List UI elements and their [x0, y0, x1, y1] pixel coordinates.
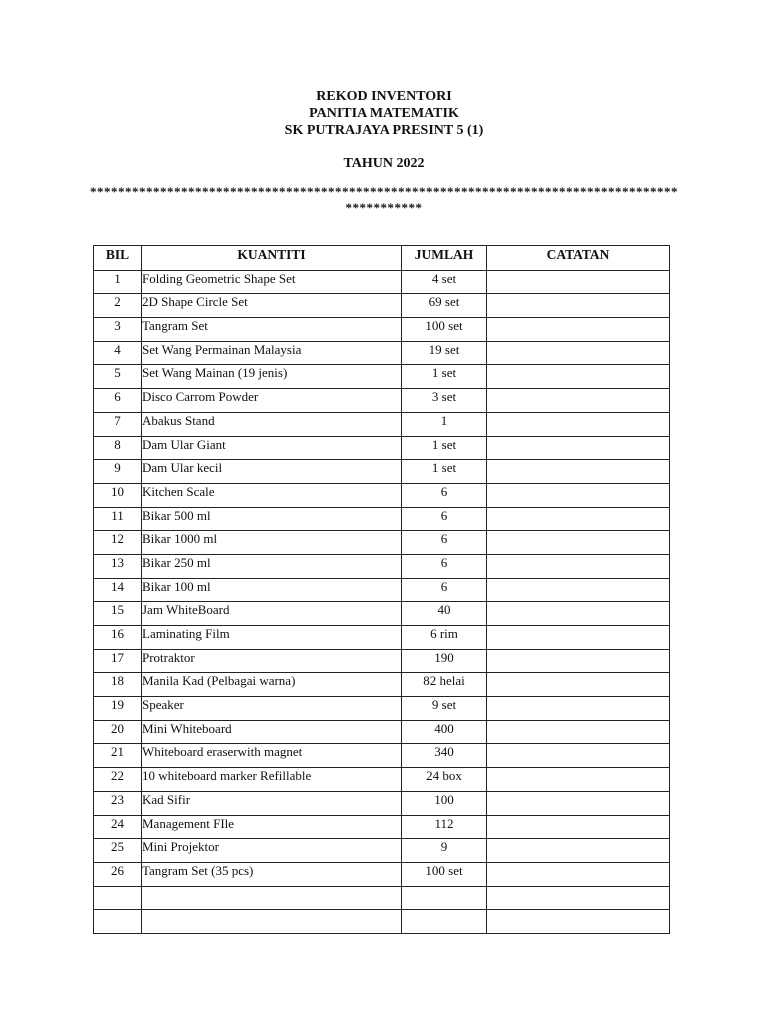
table-row: [94, 815, 670, 839]
cell-item-name: Speaker: [142, 697, 402, 721]
cell-item-name: Dam Ular kecil: [142, 460, 402, 484]
cell-item-name: Manila Kad (Pelbagai warna): [142, 673, 402, 697]
cell-item-name: Set Wang Permainan Malaysia: [142, 341, 402, 365]
table-body: [94, 270, 670, 933]
cell-quantity: 1 set: [402, 365, 487, 389]
cell-note: [487, 436, 670, 460]
column-header-bil: BIL: [94, 246, 142, 271]
cell-bil: 10: [94, 483, 142, 507]
cell-quantity: 6: [402, 531, 487, 555]
cell-note: [487, 554, 670, 578]
cell-note: [487, 507, 670, 531]
cell-quantity: 100: [402, 791, 487, 815]
cell-bil: 8: [94, 436, 142, 460]
cell-quantity: 6: [402, 483, 487, 507]
cell-quantity: 6: [402, 507, 487, 531]
cell-note: [487, 649, 670, 673]
cell-note: [487, 768, 670, 792]
table-row: [94, 436, 670, 460]
column-header-kuantiti: KUANTITI: [142, 246, 402, 271]
table-row: [94, 886, 670, 910]
cell-bil: 17: [94, 649, 142, 673]
cell-note: [487, 815, 670, 839]
table-row: [94, 389, 670, 413]
table-row: [94, 554, 670, 578]
cell-bil: 5: [94, 365, 142, 389]
cell-bil: 25: [94, 839, 142, 863]
cell-quantity: 9: [402, 839, 487, 863]
table-row: [94, 412, 670, 436]
cell-item-name: 2D Shape Circle Set: [142, 294, 402, 318]
cell-note: [487, 483, 670, 507]
cell-item-name: 10 whiteboard marker Refillable: [142, 768, 402, 792]
column-header-jumlah: JUMLAH: [402, 246, 487, 271]
cell-bil: 26: [94, 862, 142, 886]
document-title-block: [0, 88, 768, 139]
cell-item-name: Kad Sifir: [142, 791, 402, 815]
cell-bil: 14: [94, 578, 142, 602]
cell-bil: 24: [94, 815, 142, 839]
cell-note: [487, 626, 670, 650]
table-row: [94, 270, 670, 294]
cell-note: [487, 412, 670, 436]
cell-item-name: Laminating Film: [142, 626, 402, 650]
table-row: [94, 697, 670, 721]
cell-quantity: 69 set: [402, 294, 487, 318]
cell-item-name: Dam Ular Giant: [142, 436, 402, 460]
cell-bil: 22: [94, 768, 142, 792]
cell-item-name: Disco Carrom Powder: [142, 389, 402, 413]
table-row: [94, 341, 670, 365]
cell-item-name: Abakus Stand: [142, 412, 402, 436]
title-line-3: SK PUTRAJAYA PRESINT 5 (1): [284, 123, 484, 138]
cell-bil: 2: [94, 294, 142, 318]
cell-item-name: Tangram Set (35 pcs): [142, 862, 402, 886]
cell-bil: 23: [94, 791, 142, 815]
cell-quantity: 40: [402, 602, 487, 626]
year-heading: TAHUN 2022: [343, 156, 425, 171]
cell-bil: [94, 910, 142, 934]
table-row: [94, 531, 670, 555]
table-row: [94, 839, 670, 863]
cell-item-name: Bikar 1000 ml: [142, 531, 402, 555]
cell-note: [487, 886, 670, 910]
cell-note: [487, 389, 670, 413]
table-row: [94, 768, 670, 792]
cell-note: [487, 744, 670, 768]
cell-bil: [94, 886, 142, 910]
cell-quantity: 100 set: [402, 862, 487, 886]
cell-item-name: Mini Whiteboard: [142, 720, 402, 744]
cell-bil: 13: [94, 554, 142, 578]
cell-bil: 3: [94, 318, 142, 342]
cell-item-name: Protraktor: [142, 649, 402, 673]
cell-bil: 11: [94, 507, 142, 531]
cell-quantity: 1 set: [402, 460, 487, 484]
cell-note: [487, 578, 670, 602]
cell-note: [487, 531, 670, 555]
table-row: [94, 910, 670, 934]
cell-bil: 7: [94, 412, 142, 436]
cell-quantity: 82 helai: [402, 673, 487, 697]
cell-item-name: Bikar 250 ml: [142, 554, 402, 578]
cell-bil: 15: [94, 602, 142, 626]
cell-bil: 19: [94, 697, 142, 721]
cell-item-name: Bikar 500 ml: [142, 507, 402, 531]
cell-item-name: Set Wang Mainan (19 jenis): [142, 365, 402, 389]
cell-bil: 9: [94, 460, 142, 484]
divider-stars-line-1: ************************************************************************************: [90, 184, 678, 199]
cell-quantity: 340: [402, 744, 487, 768]
cell-bil: 18: [94, 673, 142, 697]
cell-note: [487, 270, 670, 294]
cell-quantity: 6 rim: [402, 626, 487, 650]
cell-item-name: Folding Geometric Shape Set: [142, 270, 402, 294]
cell-quantity: 112: [402, 815, 487, 839]
cell-item-name: [142, 886, 402, 910]
table-row: [94, 744, 670, 768]
table-row: [94, 483, 670, 507]
cell-item-name: Whiteboard eraserwith magnet: [142, 744, 402, 768]
table-row: [94, 649, 670, 673]
table-header-row: [94, 246, 670, 271]
cell-quantity: 3 set: [402, 389, 487, 413]
cell-item-name: Tangram Set: [142, 318, 402, 342]
cell-bil: 16: [94, 626, 142, 650]
table-row: [94, 460, 670, 484]
cell-bil: 4: [94, 341, 142, 365]
cell-item-name: Mini Projektor: [142, 839, 402, 863]
table-row: [94, 862, 670, 886]
cell-note: [487, 839, 670, 863]
table-row: [94, 318, 670, 342]
cell-item-name: Management FIle: [142, 815, 402, 839]
cell-quantity: 4 set: [402, 270, 487, 294]
cell-note: [487, 862, 670, 886]
cell-item-name: Jam WhiteBoard: [142, 602, 402, 626]
cell-note: [487, 697, 670, 721]
table-row: [94, 791, 670, 815]
cell-quantity: 1: [402, 412, 487, 436]
cell-note: [487, 673, 670, 697]
cell-quantity: 100 set: [402, 318, 487, 342]
cell-quantity: [402, 910, 487, 934]
cell-note: [487, 720, 670, 744]
table-row: [94, 578, 670, 602]
cell-item-name: Kitchen Scale: [142, 483, 402, 507]
cell-quantity: 6: [402, 554, 487, 578]
cell-bil: 20: [94, 720, 142, 744]
cell-note: [487, 460, 670, 484]
cell-bil: 12: [94, 531, 142, 555]
cell-note: [487, 602, 670, 626]
cell-bil: 21: [94, 744, 142, 768]
cell-note: [487, 791, 670, 815]
cell-note: [487, 318, 670, 342]
cell-bil: 6: [94, 389, 142, 413]
cell-quantity: 6: [402, 578, 487, 602]
title-line-2: PANITIA MATEMATIK: [309, 106, 459, 121]
cell-note: [487, 910, 670, 934]
cell-item-name: [142, 910, 402, 934]
table-row: [94, 507, 670, 531]
table-row: [94, 602, 670, 626]
table-row: [94, 294, 670, 318]
cell-quantity: 190: [402, 649, 487, 673]
cell-quantity: 24 box: [402, 768, 487, 792]
inventory-table: [93, 245, 670, 934]
cell-quantity: 400: [402, 720, 487, 744]
cell-quantity: 9 set: [402, 697, 487, 721]
cell-note: [487, 365, 670, 389]
table-row: [94, 673, 670, 697]
title-line-1: REKOD INVENTORI: [316, 89, 452, 104]
divider-stars-line-2: ***********: [345, 200, 423, 215]
cell-quantity: [402, 886, 487, 910]
cell-quantity: 1 set: [402, 436, 487, 460]
cell-note: [487, 341, 670, 365]
cell-quantity: 19 set: [402, 341, 487, 365]
cell-item-name: Bikar 100 ml: [142, 578, 402, 602]
table-row: [94, 365, 670, 389]
table-row: [94, 626, 670, 650]
table-row: [94, 720, 670, 744]
column-header-catatan: CATATAN: [487, 246, 670, 271]
cell-bil: 1: [94, 270, 142, 294]
cell-note: [487, 294, 670, 318]
